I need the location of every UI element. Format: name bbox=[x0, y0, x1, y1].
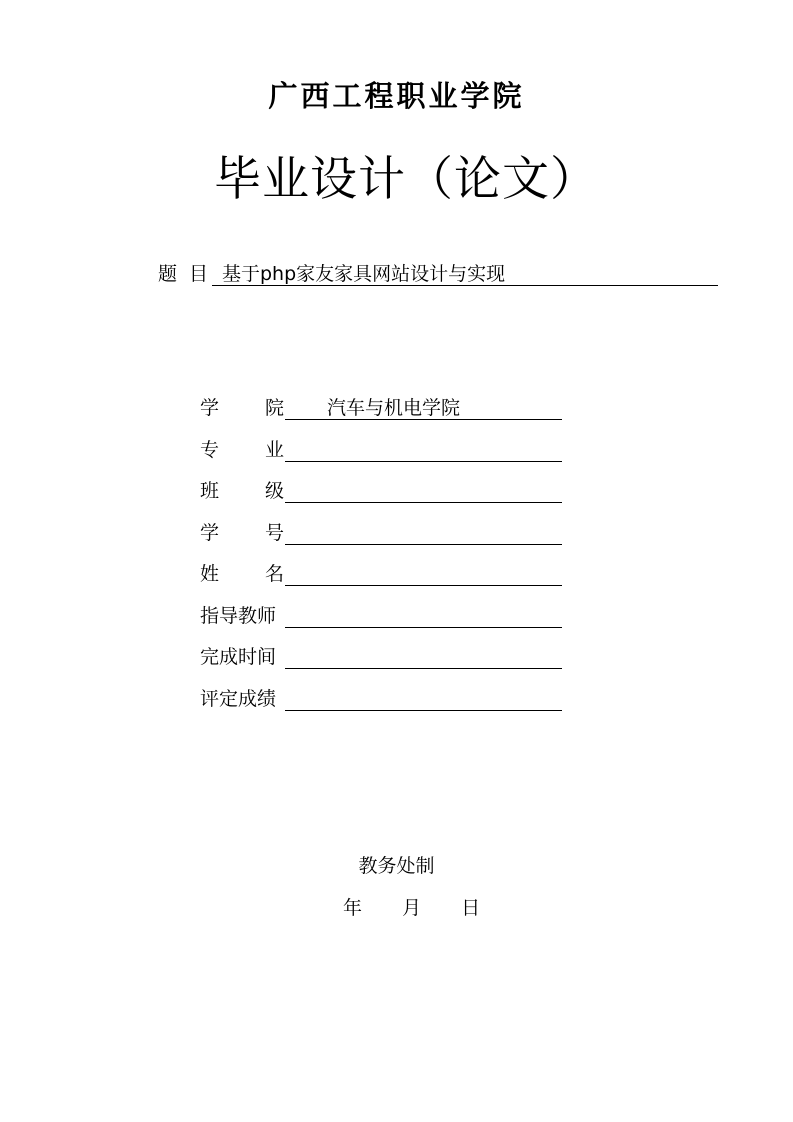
college-label-char-2: 院 bbox=[264, 397, 284, 419]
class-label bbox=[200, 479, 284, 503]
name-label-char-1: 姓 bbox=[200, 563, 220, 585]
grade-label: 评定成绩 bbox=[200, 687, 277, 710]
school-name: 广西工程职业学院 bbox=[268, 79, 525, 113]
form-row-student-id bbox=[200, 521, 562, 563]
topic-value: 基于php家友家具网站设计与实现 bbox=[212, 262, 718, 286]
major-field bbox=[285, 438, 562, 462]
year-label: 年 bbox=[343, 897, 363, 919]
major-label-char-2: 业 bbox=[264, 438, 284, 461]
college-label bbox=[200, 396, 284, 420]
topic-label bbox=[158, 262, 208, 286]
student-id-label bbox=[200, 521, 284, 545]
topic-label-char-1: 题 bbox=[158, 263, 178, 285]
form-row-advisor bbox=[200, 604, 562, 646]
class-label-char-2: 级 bbox=[264, 480, 284, 502]
date-line bbox=[343, 896, 480, 920]
name-label-char-2: 名 bbox=[264, 563, 284, 585]
topic-row bbox=[158, 262, 718, 286]
topic-label-char-2: 目 bbox=[189, 263, 209, 285]
college-label-char-1: 学 bbox=[200, 397, 220, 419]
college-field: 汽车与机电学院 bbox=[285, 396, 562, 420]
grade-field bbox=[285, 687, 562, 711]
form-row-name bbox=[200, 562, 562, 604]
month-label: 月 bbox=[402, 897, 422, 919]
name-label bbox=[200, 562, 284, 586]
advisor-label: 指导教师 bbox=[200, 604, 277, 627]
major-label bbox=[200, 438, 284, 462]
form-row-major bbox=[200, 438, 562, 480]
completion-time-label: 完成时间 bbox=[200, 646, 277, 668]
student-id-label-char-2: 号 bbox=[264, 521, 284, 544]
student-id-label-char-1: 学 bbox=[200, 521, 220, 544]
name-field bbox=[285, 562, 562, 586]
info-form bbox=[200, 396, 562, 728]
document-title: 毕业设计（论文） bbox=[214, 152, 598, 207]
issuing-office: 教务处制 bbox=[358, 855, 435, 877]
major-label-char-1: 专 bbox=[200, 438, 220, 461]
class-label-char-1: 班 bbox=[200, 480, 220, 502]
form-row-class bbox=[200, 479, 562, 521]
advisor-field bbox=[285, 604, 562, 628]
form-row-completion-time bbox=[200, 645, 562, 687]
student-id-field bbox=[285, 521, 562, 545]
class-field bbox=[285, 479, 562, 503]
form-row-college bbox=[200, 396, 562, 438]
form-row-grade bbox=[200, 687, 562, 729]
day-label: 日 bbox=[461, 897, 481, 919]
completion-time-field bbox=[285, 645, 562, 669]
